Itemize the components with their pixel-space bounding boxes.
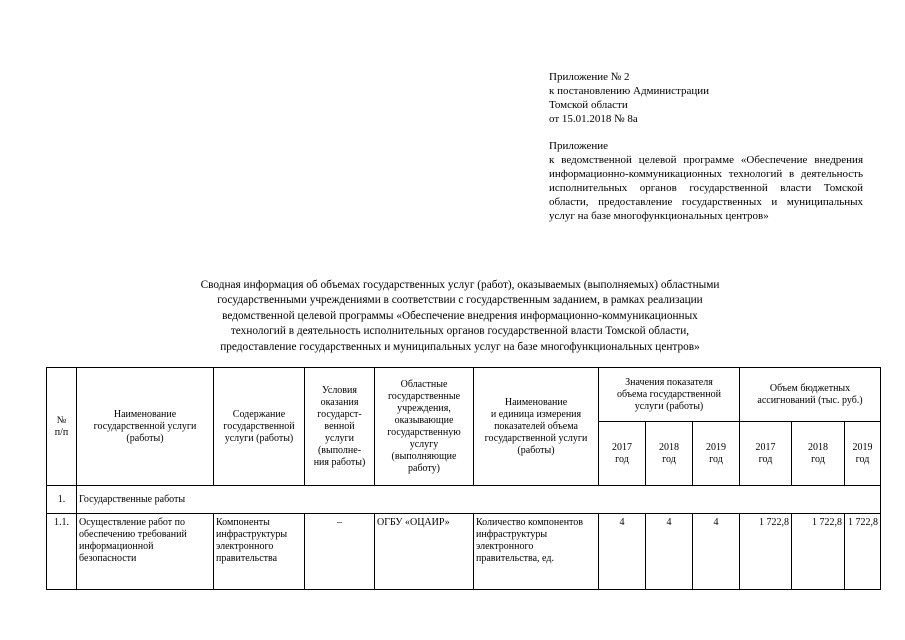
title-line-2: государственными учреждениями в соответствии с государственным заданием, в рамках реализации <box>217 294 703 307</box>
header-volume-2019: 2019 год <box>693 422 740 486</box>
row-service-name: Осуществление работ по обеспечению требований информационной безопасности <box>77 514 214 590</box>
header-content: Содержание государственной услуги (работы) <box>214 368 305 486</box>
header-budget-group: Объем бюджетных ассигнований (тыс. руб.) <box>740 368 881 422</box>
header-volume-group: Значения показателя объема государственной услуги (работы) <box>599 368 740 422</box>
row-indicator: Количество компонентов инфраструктуры электронного правительства, ед. <box>474 514 599 590</box>
annex-date: от 15.01.2018 № 8а <box>549 113 638 125</box>
header-service-name: Наименование государственной услуги (работы) <box>77 368 214 486</box>
annex-block <box>549 70 863 223</box>
annex-resolution: к постановлению Администрации <box>549 85 710 97</box>
header-num: № п/п <box>47 368 77 486</box>
row-volume-2018: 4 <box>646 514 693 590</box>
services-table <box>46 367 881 590</box>
row-volume-2019: 4 <box>693 514 740 590</box>
section-label: Государственные работы <box>77 486 881 514</box>
row-budget-2019: 1 722,8 <box>845 514 881 590</box>
header-budget-2017: 2017 год <box>740 422 792 486</box>
annex-number: Приложение № 2 <box>549 71 630 83</box>
row-institution: ОГБУ «ОЦАИР» <box>375 514 474 590</box>
annex-label: Приложение <box>549 140 609 152</box>
title-line-4: технологий в деятельность исполнительных органов государственной власти Томской области, <box>230 325 690 338</box>
header-conditions: Условия оказания государст- венной услуги (выполне- ния работы) <box>305 368 375 486</box>
document-title <box>100 278 820 355</box>
row-volume-2017: 4 <box>599 514 646 590</box>
row-num: 1.1. <box>47 514 77 590</box>
header-indicator: Наименование и единица измерения показателей объема государственной услуги (работы) <box>474 368 599 486</box>
title-line-1: Сводная информация об объемах государственных услуг (работ), оказываемых (выполняемых) областными <box>200 279 720 291</box>
header-budget-2019: 2019 год <box>845 422 881 486</box>
title-line-5: предоставление государственных и муниципальных услуг на базе многофункциональных центров» <box>220 340 700 353</box>
title-line-3: ведомственной целевой программы «Обеспечение внедрения информационно-коммуникационных <box>222 309 698 322</box>
table-row <box>47 514 881 590</box>
header-volume-2017: 2017 год <box>599 422 646 486</box>
section-num: 1. <box>47 486 77 514</box>
row-budget-2018: 1 722,8 <box>792 514 845 590</box>
row-conditions: – <box>305 514 375 590</box>
row-budget-2017: 1 722,8 <box>740 514 792 590</box>
table-row-section <box>47 486 881 514</box>
header-institutions: Областные государственные учреждения, оказывающие государственную услугу (выполняющие работу) <box>375 368 474 486</box>
header-budget-2018: 2018 год <box>792 422 845 486</box>
annex-program-text: к ведомственной целевой программе «Обеспечение внедрения информационно-коммуникационных технологий в деятельность исполнительных органов государственной власти Томской области, предоставление государственных и муниципальных услуг на базе многофункциональных центров» <box>549 154 863 222</box>
row-content: Компоненты инфраструктуры электронного правительства <box>214 514 305 590</box>
header-volume-2018: 2018 год <box>646 422 693 486</box>
annex-region: Томской области <box>549 99 628 111</box>
